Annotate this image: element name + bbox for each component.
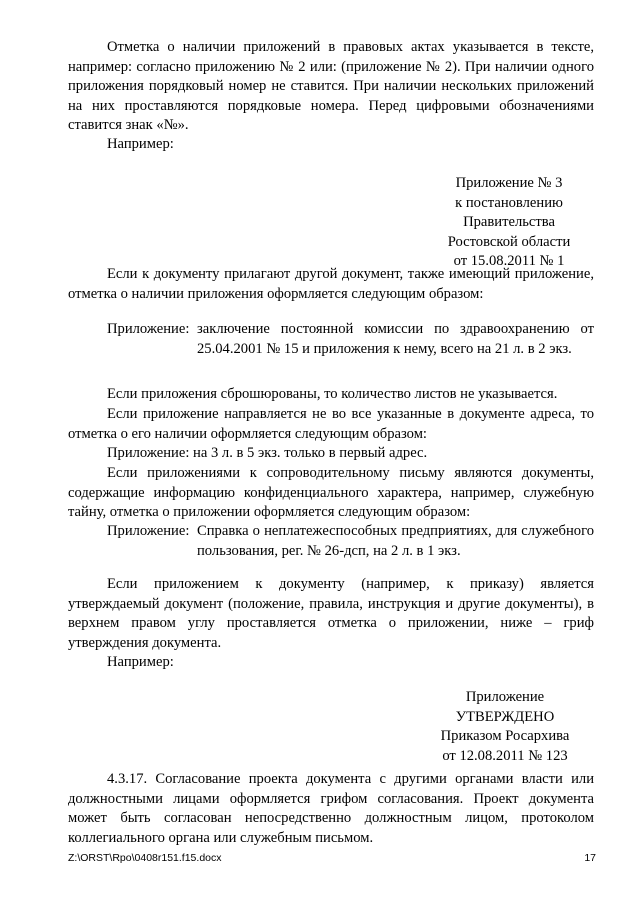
stamp-line: от 15.08.2011 № 1 <box>453 253 565 270</box>
paragraph-not-all-addresses: Если приложение направляется не во все указанные в документе адреса, то отметка о его наличии оформляется следующим образом: <box>68 406 594 442</box>
paragraph-approval-section: 4.3.17. Согласование проекта документа с другими органами власти или должностными лицами оформляется грифом согласования. Проект документа может быть согласован непосредственно должностным лицом, протоколом коллегиального органа или служебным письмом. <box>68 771 594 846</box>
example-label-1: Например: <box>107 136 174 152</box>
stamp-line: Приложение <box>465 689 545 705</box>
attachment-text: Справка о неплатежеспособных предприятиях, для служебного пользования, рег. № 26-дсп, на 2 л. в 1 экз. <box>197 523 594 559</box>
footer-file-path: Z:\ORST\Rpo\0408r151.f15.docx <box>68 852 222 864</box>
page-number: 17 <box>584 852 596 864</box>
paragraph-confidential: Если приложениями к сопроводительному письму являются документы, содержащие информацию конфиденциального характера, например, служебную тайну, отметка о приложении оформляется следующим образом: <box>68 465 594 521</box>
paragraph-first-address: Приложение: на 3 л. в 5 экз. только в первый адрес. <box>107 445 428 461</box>
paragraph-approved-doc: Если приложением к документу (например, к приказу) является утверждаемый документ (положение, правила, инструкция и другие документы), в верхнем правом углу проставляется отметка о приложении, ниже – гриф утверждения документа. <box>68 576 594 651</box>
attachment-label: Приложение: <box>107 523 190 539</box>
stamp-line: Приказом Росархива <box>440 728 570 745</box>
stamp-line: Правительства <box>463 214 555 231</box>
paragraph-attachments-mark: Отметка о наличии приложений в правовых актах указывается в тексте, например: согласно приложению № 2 или: (приложение № 2). При наличии одного приложения порядковый номер не ставится. При наличии нескольких приложений на них проставляются порядковые номера. Перед цифровыми обозначениями ставится знак «№». <box>68 39 594 134</box>
example-label-2: Например: <box>107 654 174 670</box>
paragraph-bound: Если приложения сброшюрованы, то количество листов не указывается. <box>107 386 558 402</box>
paragraph-attached-doc: Если к документу прилагают другой документ, также имеющий приложение, отметка о наличии приложения оформляется следующим образом: <box>68 266 594 302</box>
stamp-line: УТВЕРЖДЕНО <box>455 708 555 725</box>
approval-stamp <box>420 688 590 766</box>
attachment-stamp-1 <box>420 174 598 272</box>
stamp-line: Приложение № 3 <box>455 175 563 191</box>
stamp-line: к постановлению <box>455 194 563 211</box>
attachment-text: заключение постоянной комиссии по здравоохранению от 25.04.2001 № 15 и приложения к нему, всего на 21 л. в 2 экз. <box>197 321 594 357</box>
attachment-label: Приложение: <box>107 321 190 337</box>
stamp-line: Ростовской области <box>447 233 571 250</box>
stamp-line: от 12.08.2011 № 123 <box>442 747 568 764</box>
